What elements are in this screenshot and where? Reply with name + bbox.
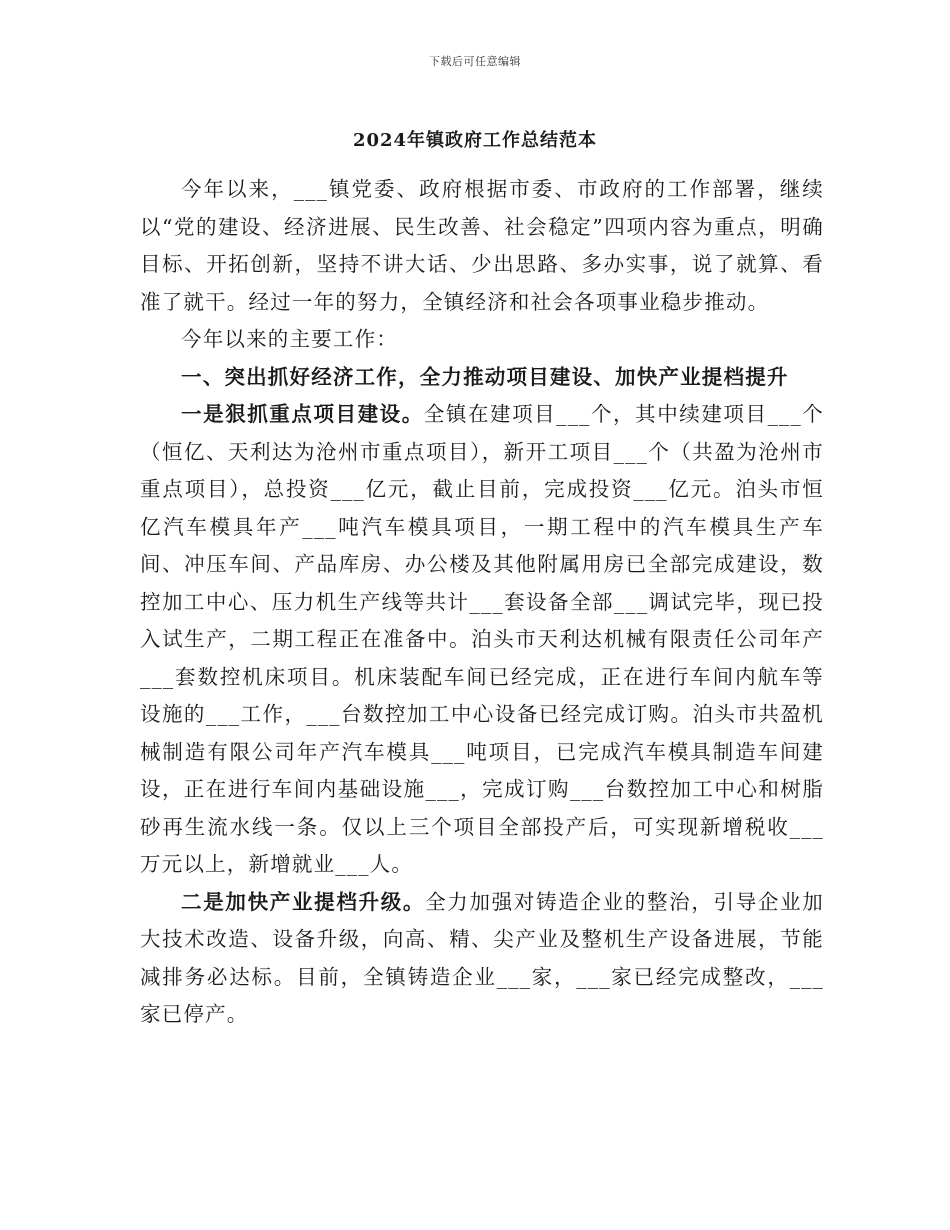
section-heading-text: 一、突出抓好经济工作，全力推动项目建设、加快产业提档提升 <box>181 364 789 389</box>
document-title: 2024年镇政府工作总结范本 <box>352 130 598 151</box>
main-work-label <box>140 321 824 359</box>
intro-paragraph <box>140 171 824 321</box>
key-projects-text: 全镇在建项目___个，其中续建项目___个（恒亿、天利达为沧州市重点项目），新开工项目___个（共盈为沧州市重点项目），总投资___亿元，截止目前，完成投资___亿元。泊头市恒亿汽车模具年产___吨汽车模具项目，一期工程中的汽车模具生产车间、冲压车间、产品库房、办公楼及其他附属用房已全部完成建设，数控加工中心、压力机生产线等共计___套设备全部___调试完毕，现已投入试生产，二期工程正在准备中。泊头市天利达机械有限责任公司年产___套数控机床项目。机床装配车间已经完成，正在进行车间内航车等设施的___工作，___台数控加工中心设备已经完成订购。泊头市共盈机械制造有限公司年产汽车模具___吨项目，已完成汽车模具制造车间建设，正在进行车间内基础设施___，完成订购___台数控加工中心和树脂砂再生流水线一条。仅以上三个项目全部投产后，可实现新增税收___万元以上，新增就业___人。 <box>140 402 824 876</box>
industry-upgrade-text: 全力加强对铸造企业的整治，引导企业加大技术改造、设备升级，向高、精、尖产业及整机生产设备进展，节能减排务必达标。目前，全镇铸造企业___家，___家已经完成整改，___家已停产。 <box>140 889 824 1026</box>
header-note: 下载后可任意编辑 <box>429 55 521 68</box>
section-heading <box>140 359 824 397</box>
key-projects-paragraph <box>140 396 824 884</box>
industry-upgrade-lead: 二是加快产业提档升级。 <box>181 889 426 914</box>
industry-upgrade-paragraph <box>140 884 824 1034</box>
document-body <box>140 171 824 1034</box>
intro-text: 今年以来，___镇党委、政府根据市委、市政府的工作部署，继续以“党的建设、经济进展、民生改善、社会稳定”四项内容为重点，明确目标、开拓创新，坚持不讲大话、少出思路、多办实事，说了就算、看准了就干。经过一年的努力，全镇经济和社会各项事业稳步推动。 <box>140 177 824 314</box>
main-work-text: 今年以来的主要工作： <box>181 327 398 351</box>
key-projects-lead: 一是狠抓重点项目建设。 <box>181 402 424 426</box>
